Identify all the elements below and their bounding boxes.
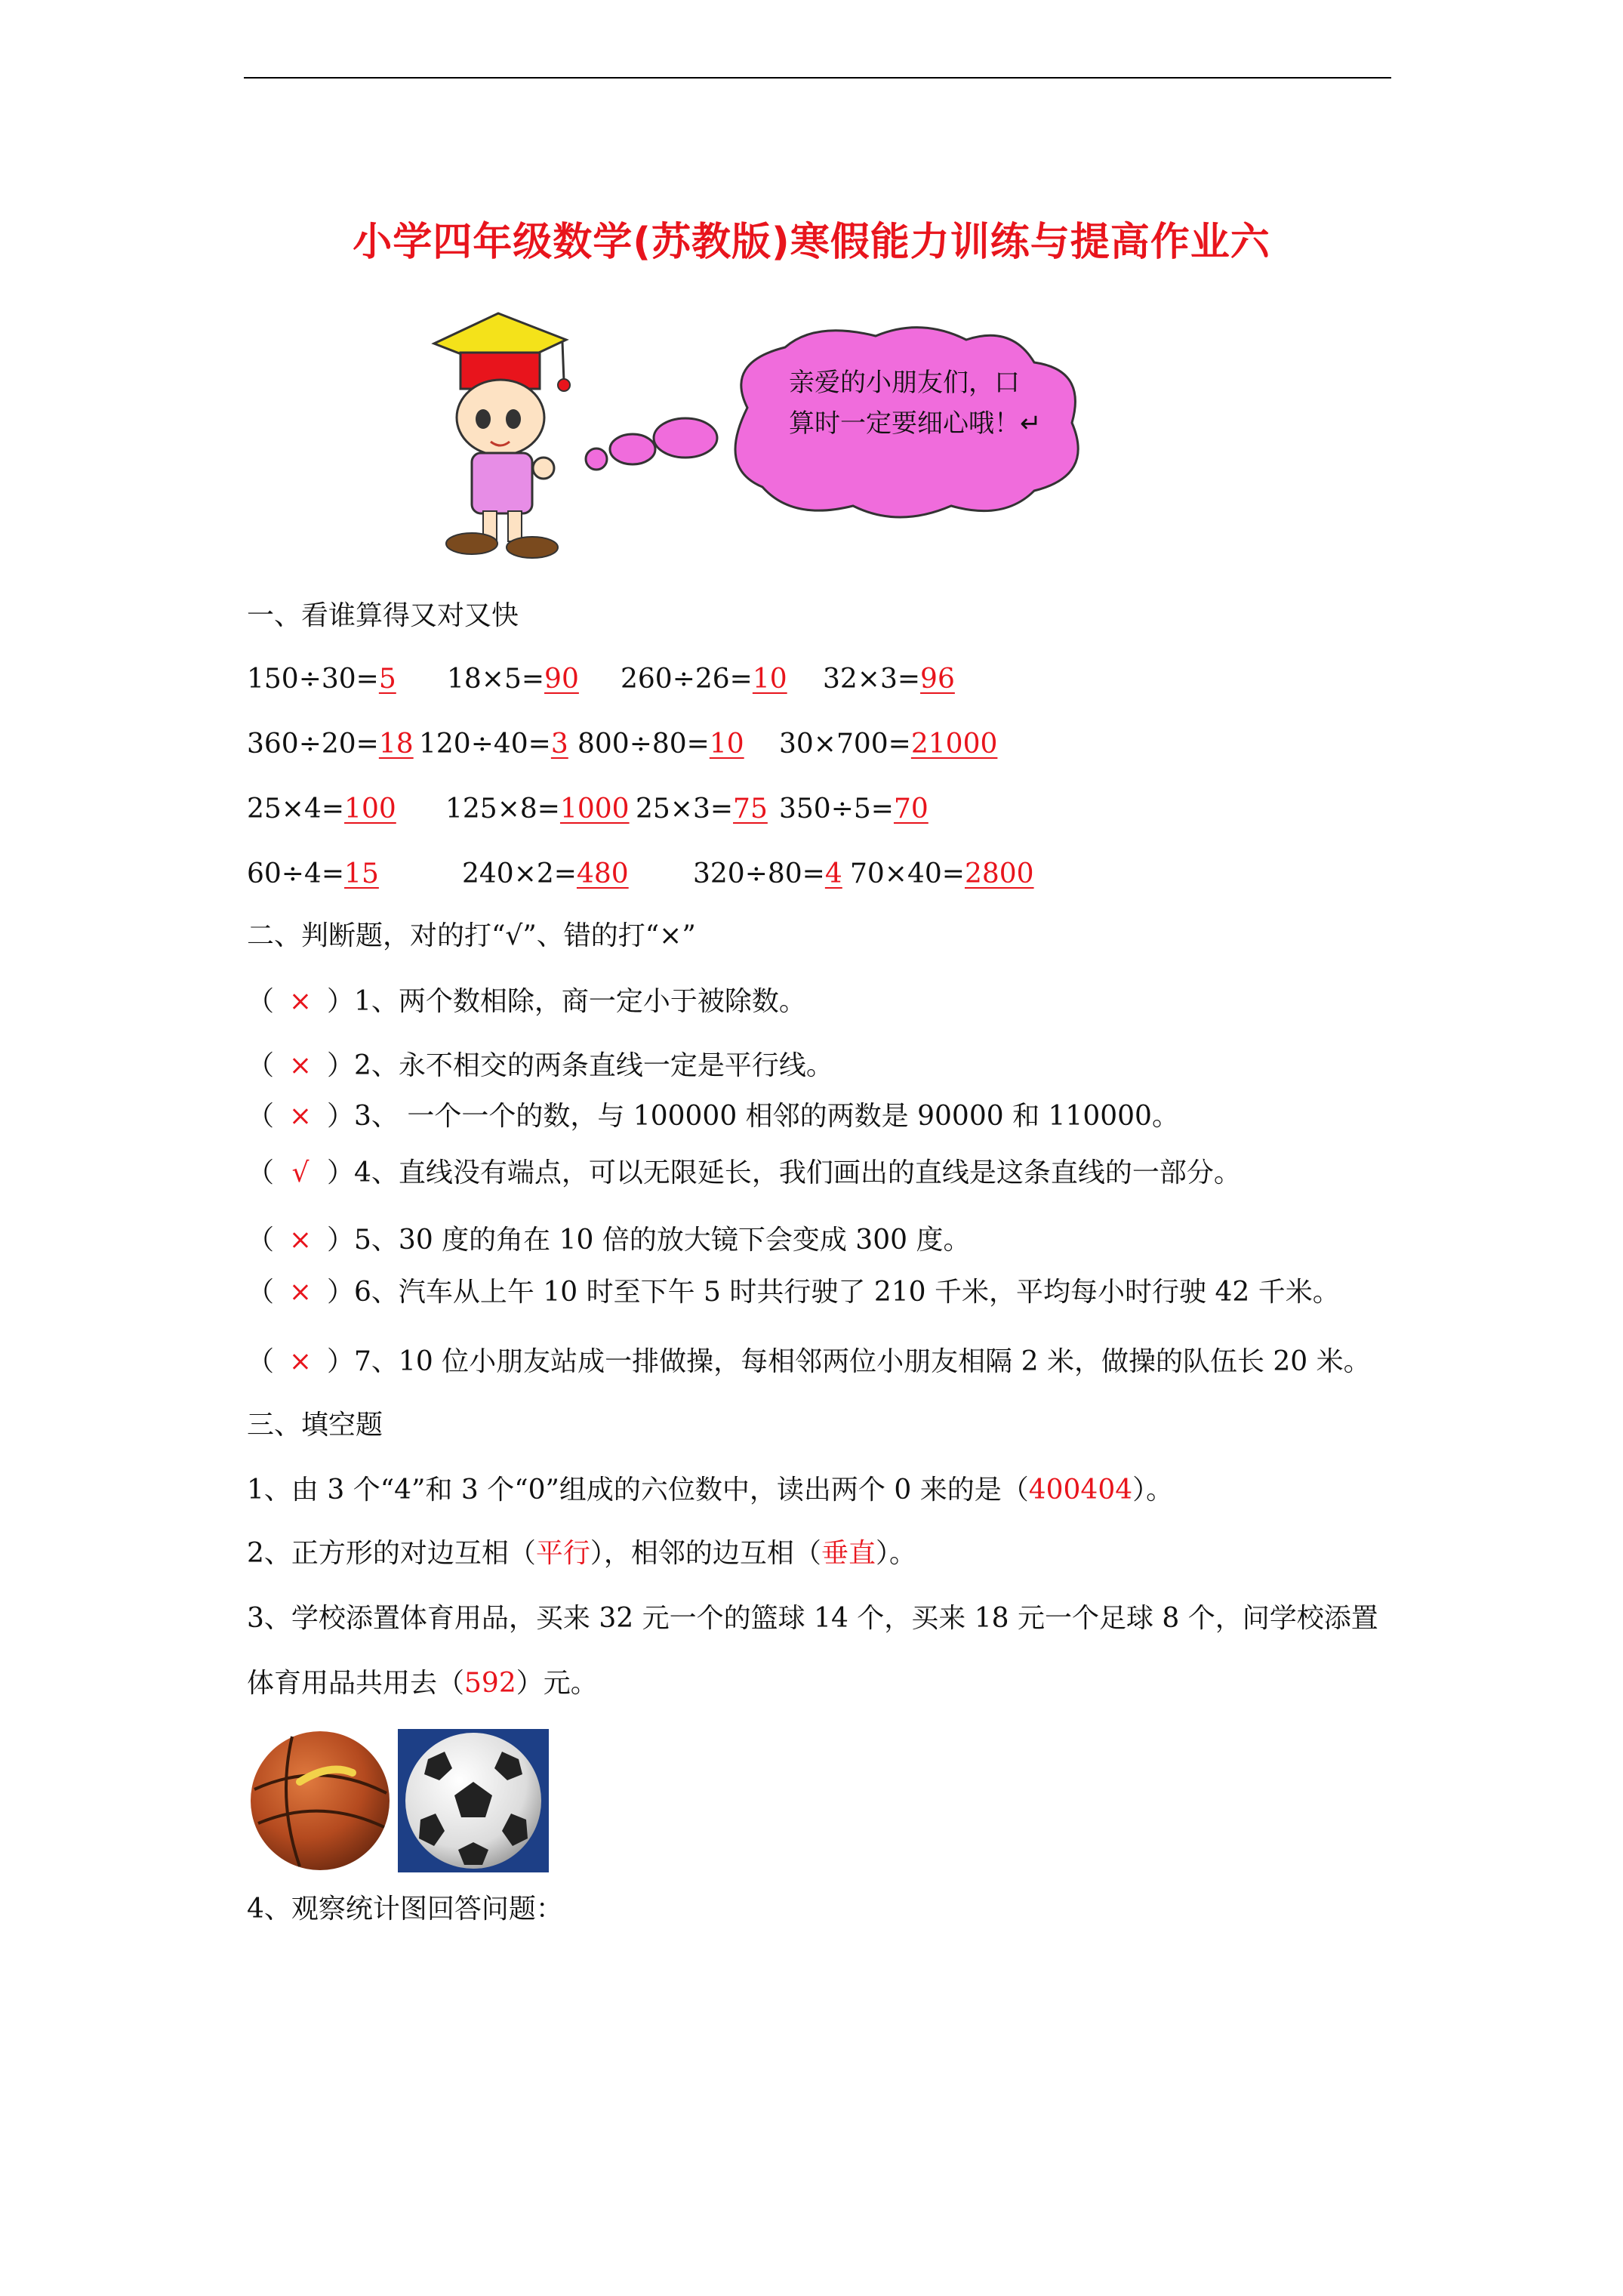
arith-item: 18×5=90 xyxy=(447,664,579,695)
fill-question-2: 2、正方形的对边互相（平行），相邻的边互相（垂直）。 xyxy=(247,1538,916,1569)
arith-item: 800÷80=10 xyxy=(577,729,744,760)
arith-item: 30×700=21000 xyxy=(779,729,998,760)
fill-question-4: 4、观察统计图回答问题： xyxy=(247,1894,563,1925)
judge-item: （ × ）6、汽车从上午 10 时至下午 5 时共行驶了 210 千米，平均每小时行驶 42 千米。 xyxy=(247,1277,1340,1308)
arith-item: 320÷80=4 xyxy=(693,858,842,889)
arith-item: 150÷30=5 xyxy=(247,664,396,695)
section1-heading: 一、看谁算得又对又快 xyxy=(247,600,519,631)
bubble-line-1: 亲爱的小朋友们，口 xyxy=(789,368,1020,398)
fill-question-3-line2: 体育用品共用去（592）元。 xyxy=(247,1668,598,1699)
arith-item: 125×8=1000 xyxy=(445,794,630,824)
arith-item: 120÷40=3 xyxy=(419,729,568,760)
arith-item: 260÷26=10 xyxy=(621,664,787,695)
basketball-image xyxy=(247,1729,394,1872)
judge-item: （ × ）1、两个数相除，商一定小于被除数。 xyxy=(247,986,806,1017)
cartoon-child-illustration xyxy=(419,306,581,562)
bubble-text xyxy=(789,362,1076,444)
fill-question-1: 1、由 3 个“4”和 3 个“0”组成的六位数中，读出两个 0 来的是（400404）。 xyxy=(247,1475,1174,1505)
fill-question-3-line1: 3、学校添置体育用品，买来 32 元一个的篮球 14 个，买来 18 元一个足球 8 个，问学校添置 xyxy=(247,1603,1378,1634)
judge-item: （ × ）7、10 位小朋友站成一排做操，每相邻两位小朋友相隔 2 米，做操的队伍长 20 米。 xyxy=(247,1346,1371,1377)
arith-item: 32×3=96 xyxy=(823,664,955,695)
section3-heading: 三、填空题 xyxy=(247,1410,383,1441)
page-title: 小学四年级数学(苏教版)寒假能力训练与提高作业六 xyxy=(353,220,1270,265)
arith-item: 240×2=480 xyxy=(462,858,629,889)
arith-item: 60÷4=15 xyxy=(247,858,379,889)
judge-item: （ √ ）4、直线没有端点，可以无限延长，我们画出的直线是这条直线的一部分。 xyxy=(247,1157,1241,1188)
section2-heading: 二、判断题，对的打“√”、错的打“×” xyxy=(247,920,696,951)
judge-item: （ × ）2、永不相交的两条直线一定是平行线。 xyxy=(247,1050,833,1081)
bubble-line-2: 算时一定要细心哦！↵ xyxy=(789,408,1042,439)
judge-item: （ × ）5、30 度的角在 10 倍的放大镜下会变成 300 度。 xyxy=(247,1225,971,1256)
arith-item: 25×3=75 xyxy=(636,794,768,824)
arith-item: 70×40=2800 xyxy=(850,858,1034,889)
soccer-ball-image xyxy=(398,1729,549,1872)
arith-item: 360÷20=18 xyxy=(247,729,414,760)
header-rule xyxy=(244,77,1391,79)
arith-item: 25×4=100 xyxy=(247,794,396,824)
arith-item: 350÷5=70 xyxy=(779,794,929,824)
judge-item: （ × ）3、 一个一个的数，与 100000 相邻的两数是 90000 和 110000。 xyxy=(247,1101,1179,1132)
